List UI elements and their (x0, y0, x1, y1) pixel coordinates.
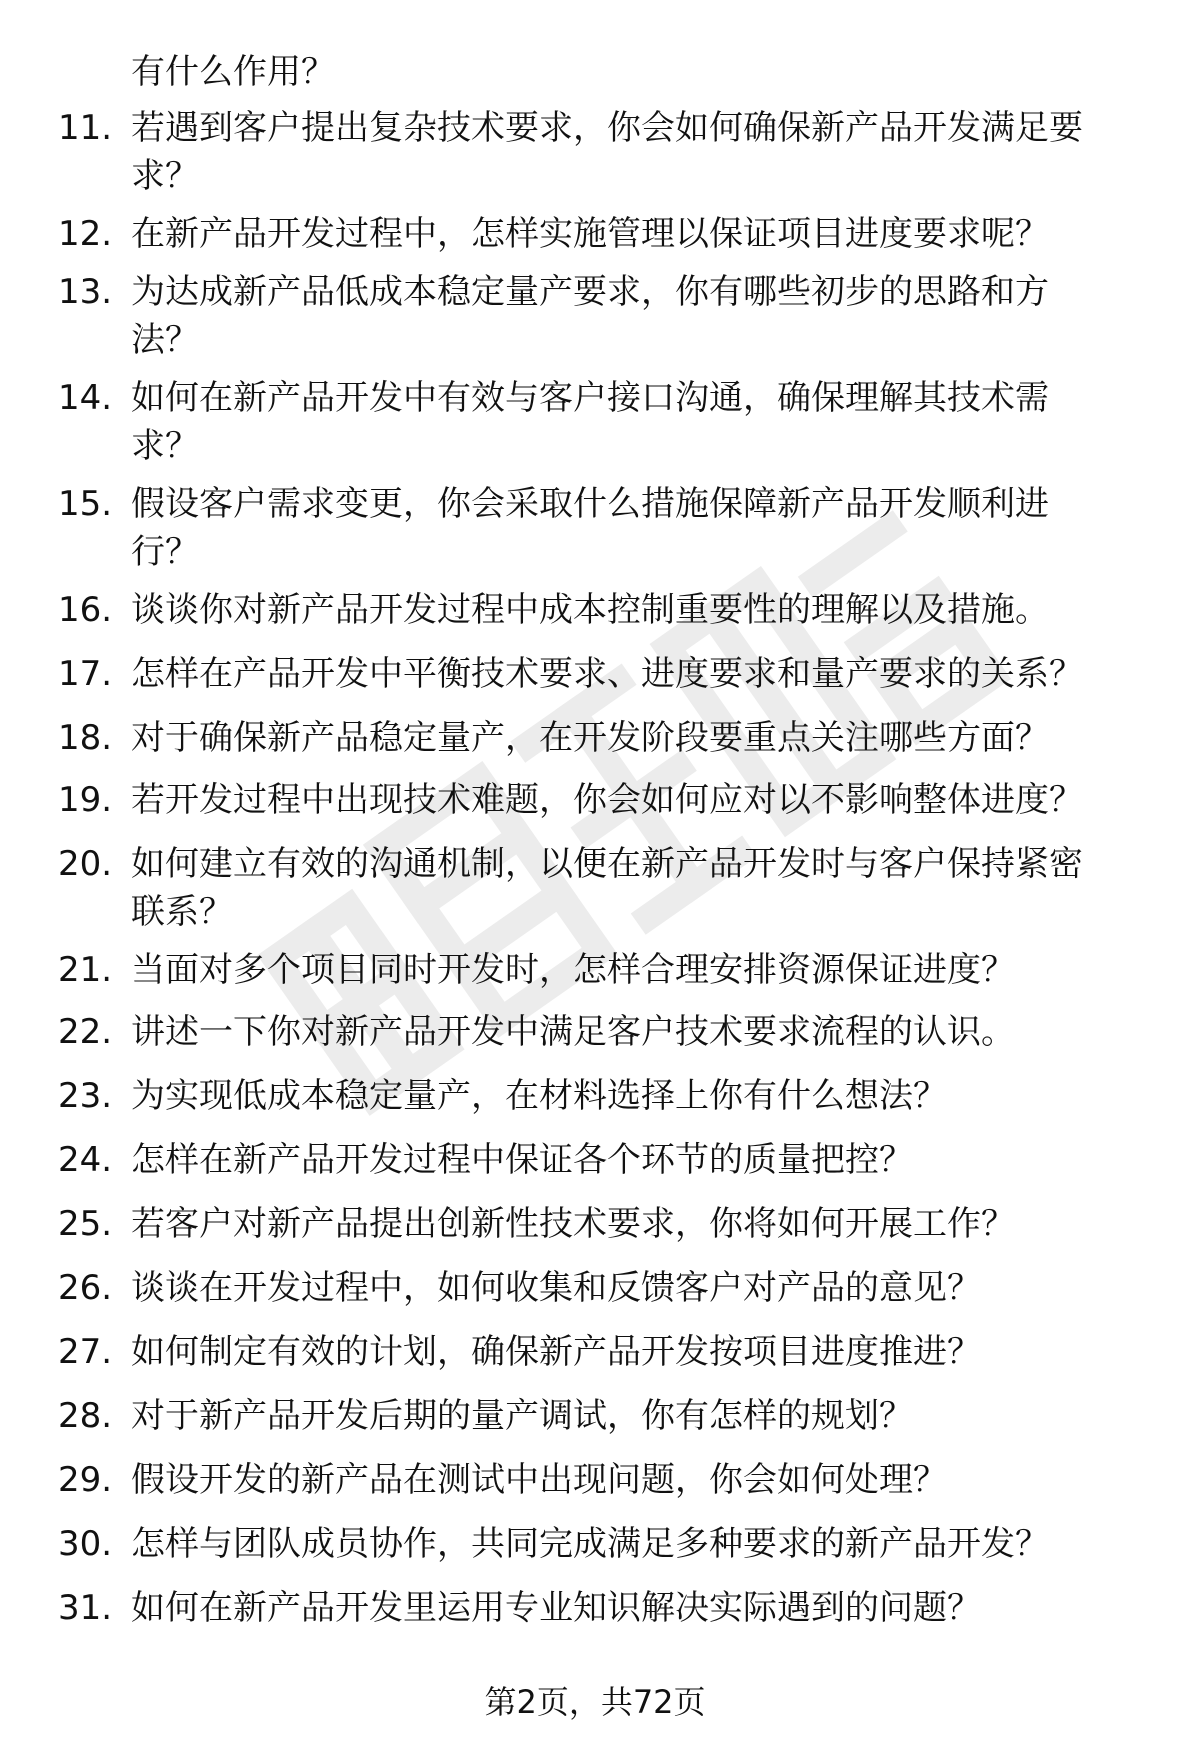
question-text (131, 104, 1151, 200)
question-line: 联系？ (131, 892, 233, 932)
question-line: 如何在新产品开发中有效与客户接口沟通，确保理解其技术需 (131, 378, 1049, 418)
question-line: 如何制定有效的计划，确保新产品开发按项目进度推进？ (131, 1332, 981, 1372)
question-text (131, 1264, 1151, 1312)
question-line: 当面对多个项目同时开发时，怎样合理安排资源保证进度？ (131, 950, 1015, 990)
question-text (131, 586, 1151, 634)
question-number: 17. (58, 654, 113, 694)
question-number: 14. (58, 378, 113, 418)
question-line: 求？ (131, 426, 199, 466)
question-line: 假设开发的新产品在测试中出现问题，你会如何处理？ (131, 1460, 947, 1500)
question-number: 28. (58, 1396, 113, 1436)
question-text (131, 946, 1151, 994)
question-number: 19. (58, 780, 113, 820)
question-line: 若客户对新产品提出创新性技术要求，你将如何开展工作？ (131, 1204, 1015, 1244)
question-line: 如何在新产品开发里运用专业知识解决实际遇到的问题？ (131, 1588, 981, 1628)
question-number: 24. (58, 1140, 113, 1180)
question-number: 27. (58, 1332, 113, 1372)
question-text (131, 480, 1151, 576)
question-line: 对于新产品开发后期的量产调试，你有怎样的规划？ (131, 1396, 913, 1436)
question-line: 如何建立有效的沟通机制，以便在新产品开发时与客户保持紧密 (131, 844, 1083, 884)
question-text (131, 1072, 1151, 1120)
question-number: 31. (58, 1588, 113, 1628)
question-line: 为实现低成本稳定量产，在材料选择上你有什么想法？ (131, 1076, 947, 1116)
question-text (131, 1456, 1151, 1504)
question-line: 行？ (131, 532, 199, 572)
question-line: 讲述一下你对新产品开发中满足客户技术要求流程的认识。 (131, 1012, 1015, 1052)
question-number: 26. (58, 1268, 113, 1308)
question-number: 23. (58, 1076, 113, 1116)
question-text (131, 268, 1151, 364)
question-line: 怎样在产品开发中平衡技术要求、进度要求和量产要求的关系？ (131, 654, 1083, 694)
question-number: 30. (58, 1524, 113, 1564)
question-line: 若遇到客户提出复杂技术要求，你会如何确保新产品开发满足要 (131, 108, 1083, 148)
question-line: 怎样在新产品开发过程中保证各个环节的质量把控？ (131, 1140, 913, 1180)
question-number: 18. (58, 718, 113, 758)
question-text (131, 210, 1151, 258)
question-number: 21. (58, 950, 113, 990)
question-number: 11. (58, 108, 113, 148)
question-text (131, 714, 1151, 762)
question-number: 29. (58, 1460, 113, 1500)
page-footer: 第2页，共72页 (484, 1683, 706, 1721)
question-text (131, 840, 1151, 936)
question-number: 16. (58, 590, 113, 630)
question-number: 12. (58, 214, 113, 254)
question-text (131, 650, 1151, 698)
question-line: 若开发过程中出现技术难题，你会如何应对以不影响整体进度？ (131, 780, 1083, 820)
question-text (131, 1200, 1151, 1248)
question-line: 在新产品开发过程中，怎样实施管理以保证项目进度要求呢？ (131, 214, 1049, 254)
question-text (131, 776, 1151, 824)
question-text (131, 1136, 1151, 1184)
question-line: 为达成新产品低成本稳定量产要求，你有哪些初步的思路和方 (131, 272, 1049, 312)
question-line: 假设客户需求变更，你会采取什么措施保障新产品开发顺利进 (131, 484, 1049, 524)
question-number: 20. (58, 844, 113, 884)
question-line: 谈谈你对新产品开发过程中成本控制重要性的理解以及措施。 (131, 590, 1049, 630)
question-text (131, 1520, 1151, 1568)
question-text (131, 374, 1151, 470)
question-line: 求？ (131, 156, 199, 196)
question-number: 22. (58, 1012, 113, 1052)
question-number: 13. (58, 272, 113, 312)
question-continuation: 有什么作用？ (131, 52, 335, 92)
question-line: 谈谈在开发过程中，如何收集和反馈客户对产品的意见？ (131, 1268, 981, 1308)
question-text (131, 1328, 1151, 1376)
question-line: 对于确保新产品稳定量产，在开发阶段要重点关注哪些方面？ (131, 718, 1049, 758)
question-line: 法？ (131, 320, 199, 360)
question-number: 15. (58, 484, 113, 524)
question-text (131, 1584, 1151, 1632)
question-text (131, 1008, 1151, 1056)
question-number: 25. (58, 1204, 113, 1244)
question-text (131, 1392, 1151, 1440)
question-line: 怎样与团队成员协作，共同完成满足多种要求的新产品开发？ (131, 1524, 1049, 1564)
